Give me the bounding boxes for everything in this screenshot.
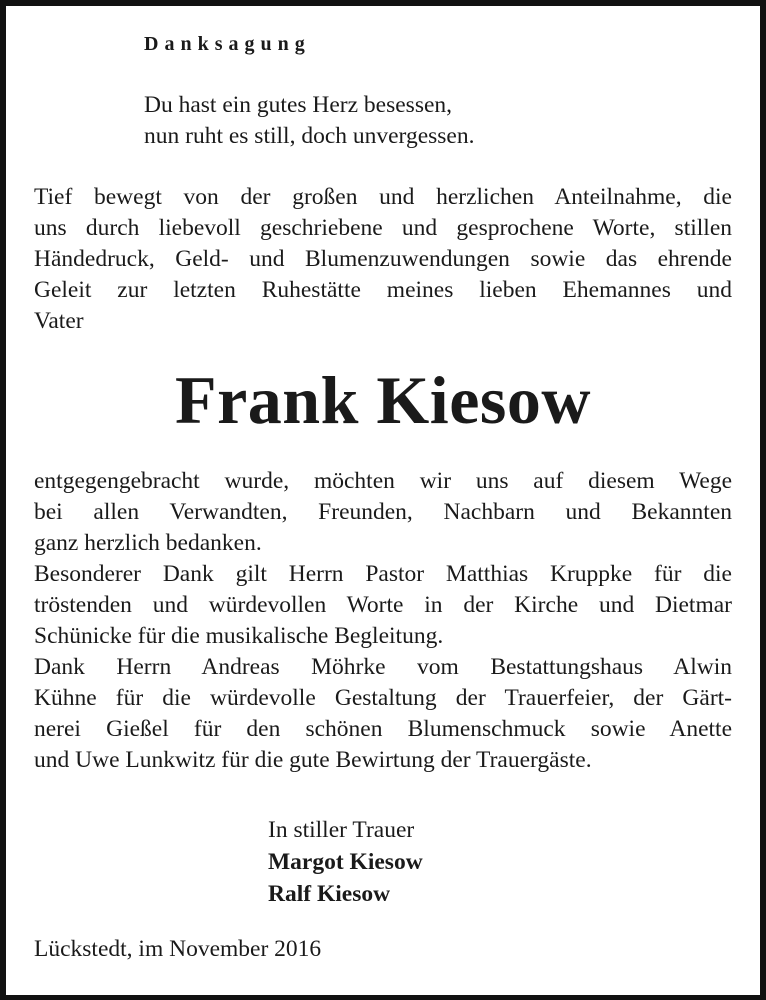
deceased-name: Frank Kiesow bbox=[175, 362, 591, 438]
body-line: Besonderer Dank gilt Herrn Pastor Matthias Kruppke für die bbox=[34, 561, 732, 587]
body-line: tröstenden und würdevollen Worte in der Kirche und Dietmar bbox=[34, 592, 732, 618]
body-line: ganz herzlich bedanken. bbox=[34, 530, 262, 556]
intro-line: uns durch liebevoll geschriebene und gesprochene Worte, stillen bbox=[34, 215, 732, 241]
closing-phrase: In stiller Trauer bbox=[268, 817, 415, 843]
body-line: Dank Herrn Andreas Möhrke vom Bestattungshaus Alwin bbox=[34, 654, 732, 680]
poem-line: Du hast ein gutes Herz besessen, bbox=[144, 92, 453, 118]
poem bbox=[144, 90, 474, 152]
body-line: und Uwe Lunkwitz für die gute Bewirtung der Trauergäste. bbox=[34, 747, 592, 773]
poem-line: nun ruht es still, doch unvergessen. bbox=[144, 123, 475, 149]
body-line: nerei Gießel für den schönen Blumenschmuck sowie Anette bbox=[34, 716, 732, 742]
closing-block bbox=[268, 814, 423, 910]
body-paragraph bbox=[34, 466, 732, 776]
intro-line: Geleit zur letzten Ruhestätte meines lieben Ehemannes und bbox=[34, 277, 732, 303]
intro-line: Händedruck, Geld- und Blumenzuwendungen sowie das ehrende bbox=[34, 246, 732, 272]
signer-name: Margot Kiesow bbox=[268, 849, 423, 875]
signer-name: Ralf Kiesow bbox=[268, 881, 391, 907]
place-date: Lückstedt, im November 2016 bbox=[34, 936, 322, 962]
notice-heading: Danksagung bbox=[144, 33, 311, 55]
body-line: bei allen Verwandten, Freunden, Nachbarn und Bekannten bbox=[34, 499, 732, 525]
intro-line: Tief bewegt von der großen und herzlichen Anteilnahme, die bbox=[34, 184, 732, 210]
body-line: Kühne für die würdevolle Gestaltung der Trauerfeier, der Gärt- bbox=[34, 685, 732, 711]
body-line: entgegengebracht wurde, möchten wir uns auf diesem Wege bbox=[34, 468, 732, 494]
body-line: Schünicke für die musikalische Begleitung. bbox=[34, 623, 444, 649]
intro-paragraph bbox=[34, 182, 732, 337]
intro-line: Vater bbox=[34, 308, 84, 334]
